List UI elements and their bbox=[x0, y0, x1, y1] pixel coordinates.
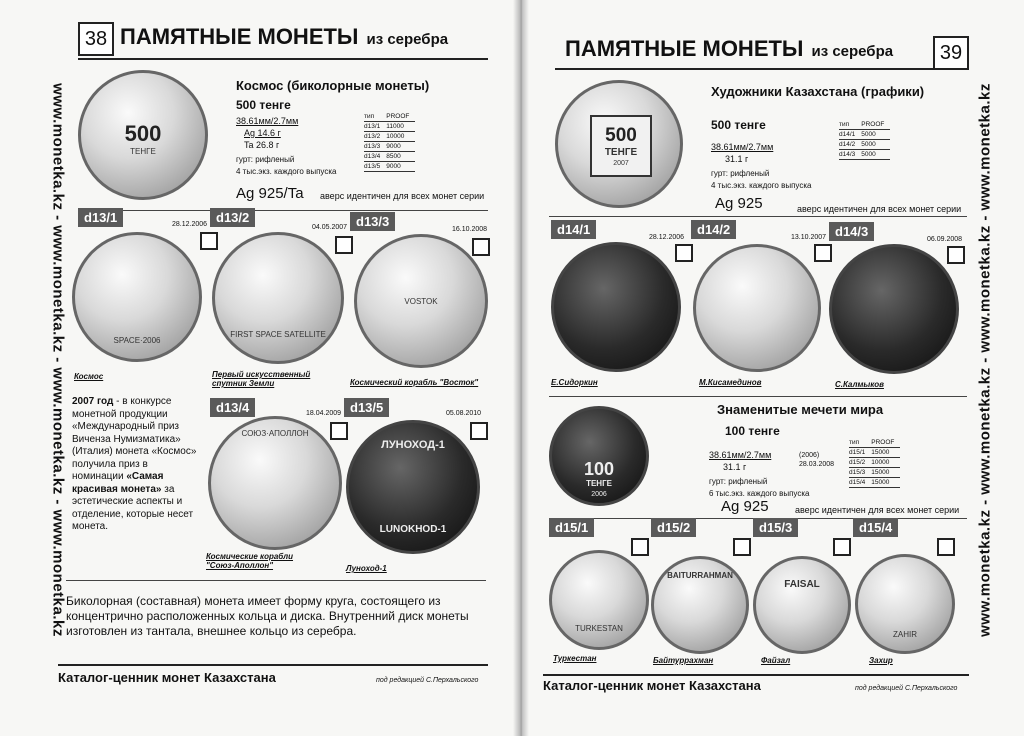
coin-tag: d15/4 bbox=[853, 518, 898, 537]
checkbox[interactable] bbox=[335, 236, 353, 254]
header-rule bbox=[78, 58, 488, 60]
award-body-end: за эстетические аспекты и отделение, которые несет монета. bbox=[72, 483, 194, 532]
coin-caption: Космические корабли "Союз-Аполлон" bbox=[206, 552, 294, 570]
checkbox[interactable] bbox=[814, 244, 832, 262]
table-cell: d14/3 bbox=[839, 150, 861, 160]
coin-currency: ТЕНГЕ bbox=[586, 479, 612, 488]
coin-date: 16.10.2008 bbox=[452, 226, 488, 233]
checkbox[interactable] bbox=[470, 422, 488, 440]
coin-legend: SPACE·2006 bbox=[113, 336, 161, 345]
coin-value: 500 bbox=[124, 121, 162, 146]
page-title bbox=[120, 24, 448, 50]
table-cell: d13/2 bbox=[364, 132, 386, 142]
book-gutter bbox=[513, 0, 529, 736]
footer-editor: под редакцией С.Перхальского bbox=[855, 685, 958, 692]
table-cell: d13/3 bbox=[364, 142, 386, 152]
coin-tag: d13/2 bbox=[210, 208, 255, 227]
checkbox[interactable] bbox=[833, 538, 851, 556]
bicolor-description: Биколорная (составная) монета имеет форму круга, состоящего из концентрично расположенных кольца и диска. Внутренний диск монеты изготовлен из тантала, внешнее кольцо из серебра. bbox=[66, 594, 469, 638]
coin-tag: d13/5 bbox=[344, 398, 389, 417]
coin-legend: ZAHIR bbox=[893, 630, 917, 639]
table-cell: d14/1 bbox=[839, 130, 861, 140]
coin-d15-3 bbox=[753, 556, 851, 654]
footer-editor: под редакцией С.Перхальского bbox=[376, 677, 479, 684]
footer-rule bbox=[543, 674, 969, 676]
coin-caption: Луноход-1 bbox=[346, 564, 387, 573]
footer-title: Каталог-ценник монет Казахстана bbox=[543, 678, 761, 693]
coin-d13-3 bbox=[354, 234, 488, 368]
coin-caption: Космос bbox=[74, 372, 104, 381]
award-year: 2007 год bbox=[72, 396, 114, 407]
checkbox[interactable] bbox=[675, 244, 693, 262]
issue-date: 28.03.2008 bbox=[799, 461, 835, 468]
coin-mintage: 4 тыс.экз. каждого выпуска bbox=[711, 181, 812, 190]
section-rule bbox=[549, 216, 967, 217]
table-cell: d13/5 bbox=[364, 162, 386, 172]
page-title-sub: из серебра bbox=[366, 31, 449, 48]
coin-tag: d15/3 bbox=[753, 518, 798, 537]
coin-weight-ta: Ta 26.8 г bbox=[244, 140, 280, 150]
checkbox[interactable] bbox=[733, 538, 751, 556]
coin-year: 2007 bbox=[613, 160, 629, 167]
coin-tag: d14/3 bbox=[829, 222, 874, 241]
table-cell: 15000 bbox=[871, 468, 900, 478]
table-cell: 5000 bbox=[861, 150, 890, 160]
coin-tag: d13/3 bbox=[350, 212, 395, 231]
coin-caption: Е.Сидоркин bbox=[551, 378, 598, 387]
coin-tag: d13/1 bbox=[78, 208, 123, 227]
denomination: 100 тенге bbox=[725, 424, 780, 438]
coin-date: 28.12.2006 bbox=[172, 221, 208, 228]
header-rule bbox=[555, 68, 967, 70]
coin-mintage: 6 тыс.экз. каждого выпуска bbox=[709, 489, 810, 498]
page-title bbox=[565, 36, 893, 62]
coin-square-frame bbox=[590, 115, 652, 177]
coin-caption: Туркестан bbox=[553, 654, 597, 663]
table-cell: 11000 bbox=[386, 122, 415, 132]
side-url-left: www.monetka.kz - www.monetka.kz - www.monetka.kz - www.monetka.kz bbox=[49, 83, 67, 637]
table-cell: 10000 bbox=[386, 132, 415, 142]
checkbox[interactable] bbox=[631, 538, 649, 556]
coin-date: 13.10.2007 bbox=[791, 234, 827, 241]
denomination: 500 тенге bbox=[711, 118, 766, 132]
table-header: PROOF bbox=[861, 120, 890, 130]
table-cell: 9000 bbox=[386, 162, 415, 172]
series-title: Космос (биколорные монеты) bbox=[236, 78, 430, 93]
checkbox[interactable] bbox=[937, 538, 955, 556]
obverse-note: аверс идентичен для всех монет серии bbox=[795, 505, 960, 515]
side-url-right: www.monetka.kz - www.monetka.kz - www.monetka.kz - www.monetka.kz bbox=[976, 83, 994, 637]
footer-title: Каталог-ценник монет Казахстана bbox=[58, 670, 276, 685]
series-title: Художники Казахстана (графики) bbox=[711, 84, 925, 99]
table-cell: d14/2 bbox=[839, 140, 861, 150]
coin-size: 38.61мм/2.7мм bbox=[711, 142, 774, 152]
award-body: - в конкурсе монетной продукции «Международный приз Виченза Нумизматика» (Италия) монета «Космос» получила приз в номинации bbox=[72, 396, 197, 482]
coin-d15-2 bbox=[651, 556, 749, 654]
checkbox[interactable] bbox=[200, 232, 218, 250]
coin-date: 06.09.2008 bbox=[927, 236, 963, 243]
coin-year: 2006 bbox=[591, 491, 607, 498]
coin-d14-1 bbox=[551, 242, 681, 372]
mintage-table bbox=[364, 112, 415, 172]
coin-d14-2 bbox=[693, 244, 821, 372]
table-cell: d13/4 bbox=[364, 152, 386, 162]
section-rule bbox=[549, 396, 967, 397]
series-title: Знаменитые мечети мира bbox=[717, 402, 884, 417]
table-cell: d15/2 bbox=[849, 458, 871, 468]
coin-caption: Космический корабль "Восток" bbox=[350, 378, 479, 387]
obverse-coin-artists bbox=[555, 80, 683, 208]
coin-edge: гурт: рифленый bbox=[711, 169, 770, 178]
metal: Ag 925 bbox=[721, 498, 769, 515]
obverse-coin-mosques bbox=[549, 406, 649, 506]
coin-tag: d14/1 bbox=[551, 220, 596, 239]
page-title-main: ПАМЯТНЫЕ МОНЕТЫ bbox=[120, 24, 359, 49]
footer-rule bbox=[58, 664, 488, 666]
obverse-note: аверс идентичен для всех монет серии bbox=[320, 191, 485, 201]
coin-mintage: 4 тыс.экз. каждого выпуска bbox=[236, 167, 337, 176]
page-39 bbox=[529, 0, 1024, 736]
coin-caption: С.Калмыков bbox=[835, 380, 884, 389]
coin-date: 04.05.2007 bbox=[312, 224, 348, 231]
coin-currency: ТЕНГЕ bbox=[130, 147, 156, 156]
obverse-coin-space bbox=[78, 70, 208, 200]
coin-legend: TURKESTAN bbox=[575, 624, 623, 633]
coin-weight: 31.1 г bbox=[725, 154, 749, 164]
coin-caption: Первый искусственный спутник Земли bbox=[212, 370, 311, 388]
coin-legend: BAITURRAHMAN bbox=[667, 571, 733, 580]
mintage-table bbox=[839, 120, 890, 160]
coin-caption: Файзал bbox=[761, 656, 791, 665]
award-text bbox=[72, 396, 202, 534]
coin-tag: d14/2 bbox=[691, 220, 736, 239]
coin-d13-1 bbox=[72, 232, 202, 362]
coin-tag: d13/4 bbox=[210, 398, 255, 417]
metal: Ag 925/Ta bbox=[236, 185, 304, 202]
mintage-table bbox=[849, 438, 900, 488]
table-cell: 15000 bbox=[871, 478, 900, 488]
coin-legend: VOSTOK bbox=[404, 297, 438, 306]
table-cell: 5000 bbox=[861, 130, 890, 140]
denomination: 500 тенге bbox=[236, 98, 291, 112]
checkbox[interactable] bbox=[472, 238, 490, 256]
coin-edge: гурт: рифленый bbox=[236, 155, 295, 164]
coin-caption: Байтуррахман bbox=[653, 656, 714, 665]
coin-tag: d15/2 bbox=[651, 518, 696, 537]
coin-caption: М.Кисамединов bbox=[699, 378, 762, 387]
table-cell: 10000 bbox=[871, 458, 900, 468]
table-cell: d15/4 bbox=[849, 478, 871, 488]
coin-value: 500 bbox=[605, 125, 637, 146]
page-title-main: ПАМЯТНЫЕ МОНЕТЫ bbox=[565, 36, 804, 61]
table-cell: 8500 bbox=[386, 152, 415, 162]
coin-d13-4 bbox=[208, 416, 342, 550]
table-header: тип bbox=[839, 120, 861, 130]
obverse-note: аверс идентичен для всех монет серии bbox=[797, 204, 962, 214]
coin-date: 28.12.2006 bbox=[649, 234, 685, 241]
metal: Ag 925 bbox=[715, 195, 763, 212]
coin-legend: FAISAL bbox=[784, 579, 820, 590]
coin-tag: d15/1 bbox=[549, 518, 594, 537]
coin-top-legend: ЛУНОХОД-1 bbox=[381, 439, 445, 451]
page-title-sub: из серебра bbox=[811, 43, 894, 60]
section-rule bbox=[78, 210, 488, 211]
coin-d13-5 bbox=[346, 420, 480, 554]
coin-edge: гурт: рифленый bbox=[709, 477, 768, 486]
coin-weight: 31.1 г bbox=[723, 462, 747, 472]
coin-caption: Захир bbox=[869, 656, 893, 665]
coin-legend: СОЮЗ·АПОЛЛОН bbox=[241, 429, 309, 438]
table-cell: d15/1 bbox=[849, 448, 871, 458]
table-cell: d15/3 bbox=[849, 468, 871, 478]
table-cell: 9000 bbox=[386, 142, 415, 152]
coin-currency: ТЕНГЕ bbox=[604, 147, 638, 158]
coin-size: 38.61мм/2.7мм bbox=[236, 116, 299, 126]
award-nomination: «Самая красивая монета» bbox=[72, 471, 164, 495]
table-cell: 5000 bbox=[861, 140, 890, 150]
coin-d14-3 bbox=[829, 244, 959, 374]
coin-date: 05.08.2010 bbox=[446, 410, 482, 417]
coin-date: 18.04.2009 bbox=[306, 410, 342, 417]
page-number: 38 bbox=[78, 22, 114, 56]
coin-weight-ag: Ag 14.6 г bbox=[244, 128, 281, 138]
checkbox[interactable] bbox=[947, 246, 965, 264]
coin-d15-1 bbox=[549, 550, 649, 650]
section-rule bbox=[66, 580, 486, 581]
coin-value: 100 bbox=[583, 459, 615, 479]
table-header: PROOF bbox=[386, 112, 415, 122]
table-cell: 15000 bbox=[871, 448, 900, 458]
coin-legend: LUNOKHOD-1 bbox=[379, 524, 447, 535]
table-cell: d13/1 bbox=[364, 122, 386, 132]
issue-date: (2006) bbox=[799, 452, 820, 459]
table-header: тип bbox=[364, 112, 386, 122]
coin-legend: FIRST SPACE SATELLITE bbox=[230, 330, 326, 339]
coin-size: 38.61мм/2.7мм bbox=[709, 450, 772, 460]
coin-d13-2 bbox=[212, 232, 344, 364]
page-number: 39 bbox=[933, 36, 969, 70]
table-header: тип bbox=[849, 438, 871, 448]
coin-d15-4 bbox=[855, 554, 955, 654]
table-header: PROOF bbox=[871, 438, 900, 448]
